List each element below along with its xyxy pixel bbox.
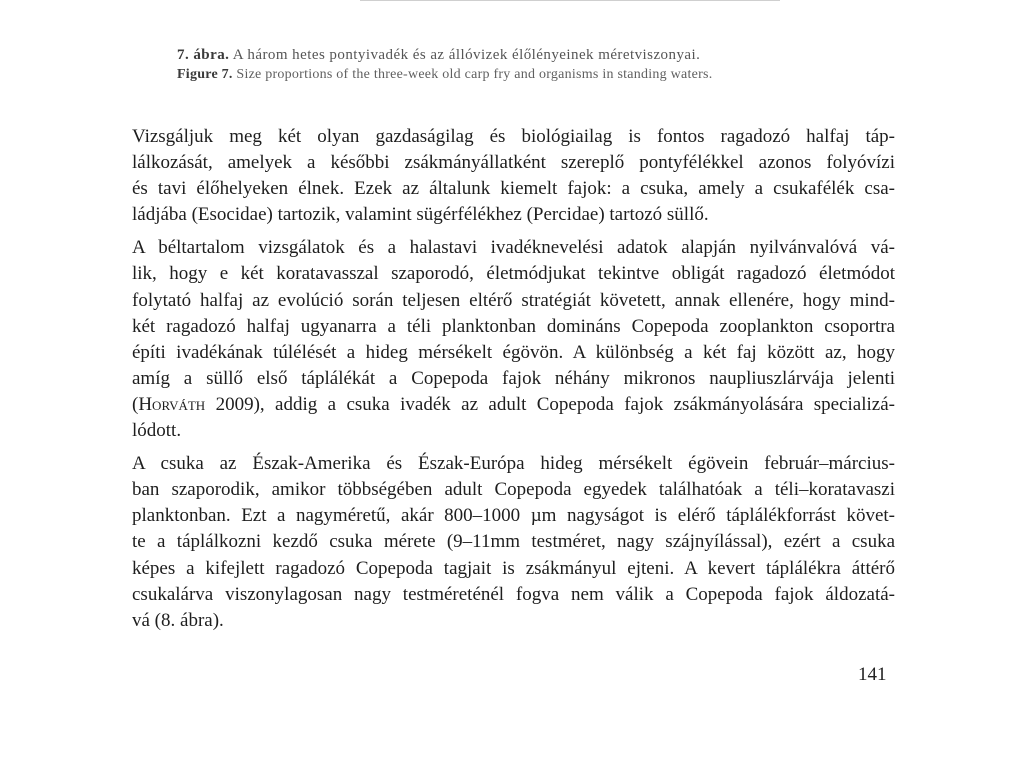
caption-hu-text: A három hetes pontyivadék és az állóvizek élőlényeinek méretviszonyai. <box>232 47 701 63</box>
text-line: ládjába (Esocidae) tartozik, valamint sügérfélékhez (Percidae) tartozó süllő. <box>132 204 709 226</box>
caption-en-label: Figure 7. <box>177 67 233 82</box>
text-line: ban szaporodik, amikor többségében adult Copepoda egyedek találhatóak a téli–koratavaszi <box>132 479 895 501</box>
text-line: te a táplálkozni kezdő csuka mérete (9–11mm testméret, nagy szájnyílással), ezért a csuka <box>132 531 895 553</box>
text-line: A béltartalom vizsgálatok és a halastavi ivadéknevelési adatok alapján nyilvánvalóvá vá- <box>132 237 895 259</box>
caption-hungarian <box>177 45 897 65</box>
paragraph-1 <box>117 124 895 228</box>
figure-caption <box>177 45 897 85</box>
caption-hu-label: 7. ábra. <box>177 47 230 63</box>
caption-english <box>177 65 897 85</box>
text-line: A csuka az Észak-Amerika és Észak-Európa hideg mérsékelt égövein február–március- <box>132 453 895 475</box>
text-line: planktonban. Ezt a nagyméretű, akár 800–1000 µm nagyságot is elérő táplálékforrást követ- <box>132 505 895 527</box>
text-line: vá (8. ábra). <box>132 609 224 631</box>
text-line: Vizsgáljuk meg két olyan gazdaságilag és biológiailag is fontos ragadozó halfaj táp- <box>132 126 895 147</box>
paragraph-3 <box>117 451 895 634</box>
citation-author: Horváth <box>138 393 206 415</box>
text-line: lálkozását, amelyek a későbbi zsákmányállatként szereplő pontyfélékkel azonos folyóvízi <box>132 152 895 174</box>
text-line-citation: (Horváth 2009), addig a csuka ivadék az adult Copepoda fajok zsákmányolására specializá- <box>132 393 895 415</box>
text-line: folytató halfaj az evolúció során teljesen eltérő stratégiát követett, annak ellenére, hogy mind- <box>132 289 895 311</box>
body-text <box>117 124 895 641</box>
text-line: két ragadozó halfaj ugyanarra a téli planktonban domináns Copepoda zooplankton csoportra <box>132 315 895 337</box>
text-line: lódott. <box>132 420 182 442</box>
text-line: csukalárva viszonylagosan nagy testméreténél fogva nem válik a Copepoda fajok áldozatá- <box>132 583 895 605</box>
caption-en-text: Size proportions of the three-week old carp fry and organisms in standing waters. <box>236 67 713 82</box>
paragraph-2 <box>117 235 895 444</box>
text-line: amíg a süllő első táplálékát a Copepoda fajok néhány mikronos naupliuszlárvája jelenti <box>132 367 895 389</box>
citation-rest: 2009), addig a csuka ivadék az adult Copepoda fajok zsákmányolására specializá- <box>205 393 895 415</box>
text-line: építi ivadékának túlélését a hideg mérsékelt égövön. A különbség a két faj között az, hogy <box>132 341 895 363</box>
text-line: képes a kifejlett ragadozó Copepoda tagjait is zsákmányul ejteni. A kevert táplálékra áttérő <box>132 557 895 579</box>
text-line: és tavi élőhelyeken élnek. Ezek az általunk kiemelt fajok: a csuka, amely a csukafélék csa- <box>132 178 895 200</box>
text-line: lik, hogy e két koratavasszal szaporodó, életmódjukat tekintve obligát ragadozó életmódot <box>132 263 895 285</box>
page-number: 141 <box>858 664 887 685</box>
top-rule <box>360 0 780 1</box>
